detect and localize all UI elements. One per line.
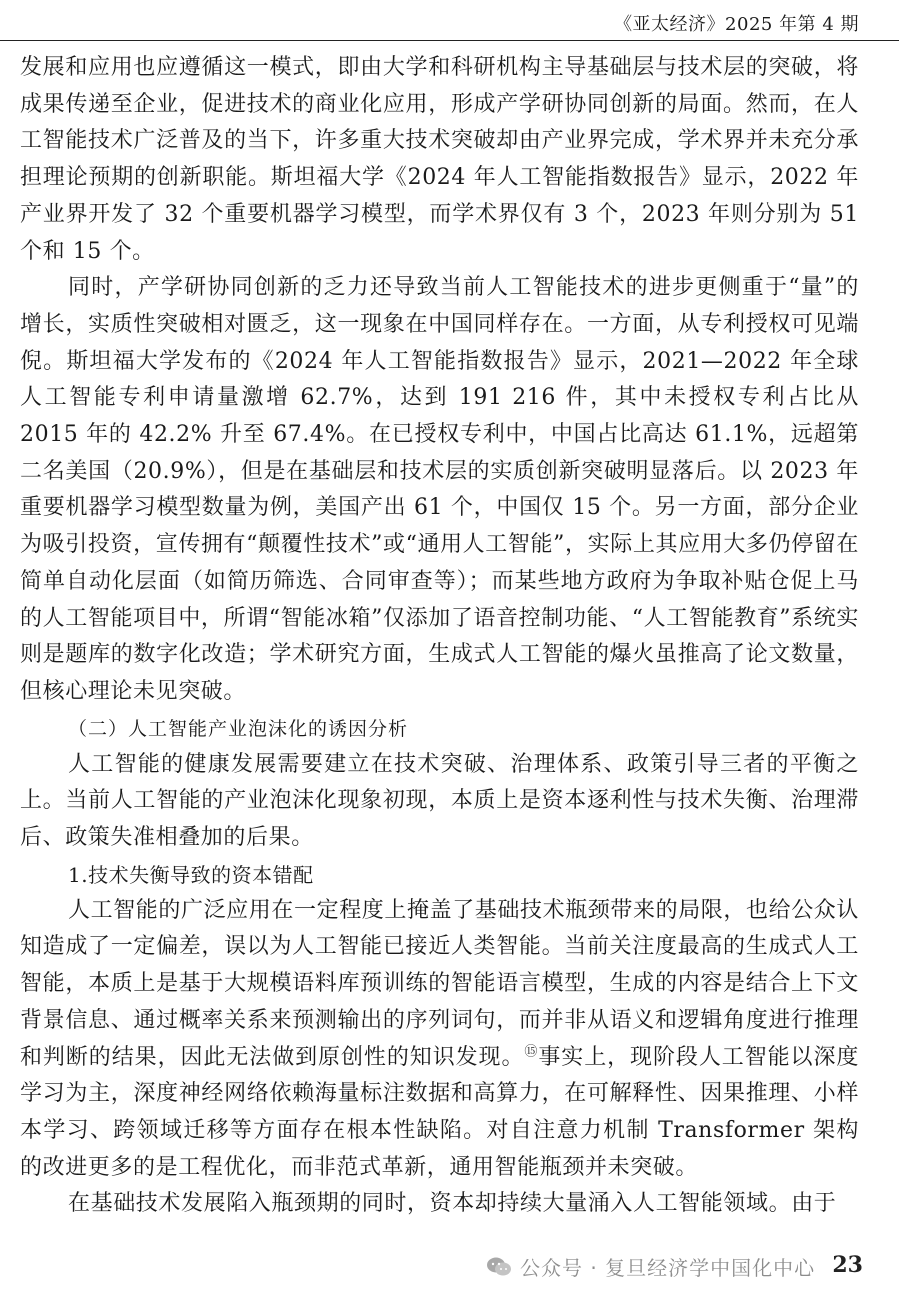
journal-header: 《亚太经济》2025 年第 4 期 [614,14,859,35]
page-header [0,0,899,41]
watermark-text: 公众号 · 复旦经济学中国化中心 [520,1256,816,1280]
article-body [20,50,859,1223]
paragraph-2: 同时，产学研协同创新的乏力还导致当前人工智能技术的进步更侧重于“量”的增长，实质性突破相对匮乏，这一现象在中国同样存在。一方面，从专利授权可见端倪。斯坦福大学发布的《2024 年人工智能指数报告》显示，2021—2022 年全球人工智能专利申请量激增 62.7%，达到 191 216 件，其中未授权专利占比从 2015 年的 42.2% 升至 67.4%。在已授权专利中，中国占比高达 61.1%，远超第二名美国（20.9%），但是在基础层和技术层的实质创新突破明显落后。以 2023 年重要机器学习模型数量为例，美国产出 61 个，中国仅 15 个。另一方面，部分企业为吸引投资，宣传拥有“颠覆性技术”或“通用人工智能”，实际上其应用大多仍停留在简单自动化层面（如简历筛选、合同审查等）；而某些地方政府为争取补贴仓促上马的人工智能项目中，所谓“智能冰箱”仅添加了语音控制功能、“人工智能教育”系统实则是题库的数字化改造；学术研究方面，生成式人工智能的爆火虽推高了论文数量，但核心理论未见突破。 [20,275,859,704]
paragraph-5: 在基础技术发展陷入瓶颈期的同时，资本却持续大量涌入人工智能领域。由于 [68,1191,837,1217]
page-number: 23 [832,1252,863,1278]
paragraph-1: 发展和应用也应遵循这一模式，即由大学和科研机构主导基础层与技术层的突破，将成果传递至企业，促进技术的商业化应用，形成产学研协同创新的局面。然而，在人工智能技术广泛普及的当下，许多重大技术突破却由产业界完成，学术界并未充分承担理论预期的创新职能。斯坦福大学《2024 年人工智能指数报告》显示，2022 年产业界开发了 32 个重要机器学习模型，而学术界仅有 3 个，2023 年则分别为 51 个和 15 个。 [20,55,859,264]
paragraph-4 [20,893,859,1187]
paragraph-4-part-b: 事实上，现阶段人工智能以深度学习为主，深度神经网络依赖海量标注数据和高算力，在可解释性、因果推理、小样本学习、跨领域迁移等方面存在根本性缺陷。对自注意力机制 Transformer 架构的改进更多的是工程优化，而非范式革新，通用智能瓶颈并未突破。 [20,1044,859,1180]
wechat-icon [486,1256,512,1278]
footnote-marker[interactable]: ⑮ [524,1044,539,1060]
subsection-heading: 1.技术失衡导致的资本错配 [68,862,314,887]
watermark [486,1252,815,1281]
section-heading: （二）人工智能产业泡沫化的诱因分析 [68,717,409,740]
paragraph-3: 人工智能的健康发展需要建立在技术突破、治理体系、政策引导三者的平衡之上。当前人工智能的产业泡沫化现象初现，本质上是资本逐利性与技术失衡、治理滞后、政策失准相叠加的后果。 [20,751,859,851]
paragraph-4-part-a: 人工智能的广泛应用在一定程度上掩盖了基础技术瓶颈带来的局限，也给公众认知造成了一定偏差，误以为人工智能已接近人类智能。当前关注度最高的生成式人工智能，本质上是基于大规模语料库预训练的智能语言模型，生成的内容是结合上下文背景信息、通过概率关系来预测输出的序列词句，而并非从语义和逻辑角度进行推理和判断的结果，因此无法做到原创性的知识发现。 [20,897,860,1070]
